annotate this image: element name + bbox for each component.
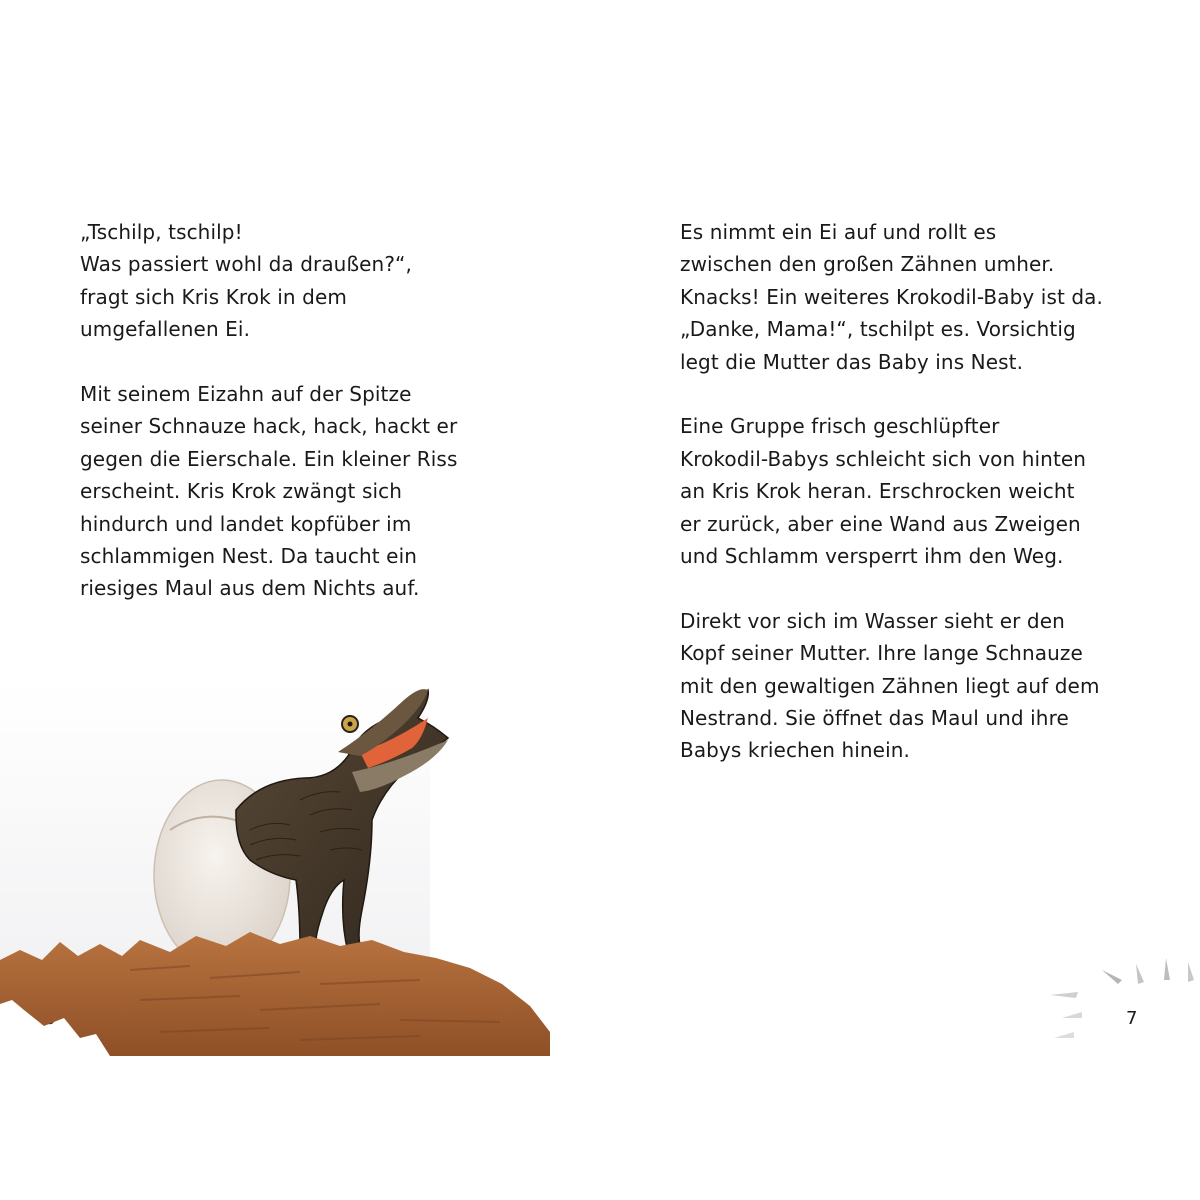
paragraph <box>680 216 1180 378</box>
text-line: Was passiert wohl da draußen?“, <box>80 252 412 277</box>
text-line: seiner Schnauze hack, hack, hackt er <box>80 414 458 439</box>
text-line: „Tschilp, tschilp! <box>80 220 243 244</box>
text-line: fragt sich Kris Krok in dem <box>80 284 347 309</box>
text-line: Eine Gruppe frisch geschlüpfter <box>680 414 1000 439</box>
paragraph <box>680 410 1180 572</box>
text-line: und Schlamm versperrt ihm den Weg. <box>680 544 1064 569</box>
text-line: Knacks! Ein weiteres Krokodil-Baby ist da. <box>680 284 1103 309</box>
text-line: schlammigen Nest. Da taucht ein <box>80 544 417 569</box>
text-line: Babys kriechen hinein. <box>680 738 910 763</box>
text-line: zwischen den großen Zähnen umher. <box>680 252 1055 277</box>
text-line: Kopf seiner Mutter. Ihre lange Schnauze <box>680 641 1083 666</box>
right-page-text <box>680 216 1180 799</box>
text-line: an Kris Krok heran. Erschrocken weicht <box>680 479 1075 504</box>
paragraph <box>680 605 1180 767</box>
page-number: 7 <box>1126 1008 1138 1029</box>
text-line: Krokodil-Babys schleicht sich von hinten <box>680 446 1087 471</box>
text-line: „Danke, Mama!“, tschilpt es. Vorsichtig <box>680 317 1076 342</box>
text-line: Mit seinem Eizahn auf der Spitze <box>80 382 412 407</box>
paragraph <box>80 216 550 346</box>
text-line: erscheint. Kris Krok zwängt sich <box>80 479 402 504</box>
text-line: er zurück, aber eine Wand aus Zweigen <box>680 511 1081 536</box>
decorative-spikes <box>1040 950 1200 1050</box>
left-page-text <box>80 216 550 637</box>
text-line: riesiges Maul aus dem Nichts auf. <box>80 576 420 601</box>
text-line: Es nimmt ein Ei auf und rollt es <box>680 220 997 244</box>
right-page <box>600 0 1200 1200</box>
text-line: hindurch und landet kopfüber im <box>80 511 412 536</box>
baby-crocodile-hatching-illustration <box>0 660 560 1060</box>
paragraph <box>80 378 550 605</box>
text-line: Nestrand. Sie öffnet das Maul und ihre <box>680 706 1069 731</box>
text-line: gegen die Eierschale. Ein kleiner Riss <box>80 446 458 471</box>
text-line: Direkt vor sich im Wasser sieht er den <box>680 608 1065 633</box>
text-line: mit den gewaltigen Zähnen liegt auf dem <box>680 673 1100 698</box>
text-line: legt die Mutter das Baby ins Nest. <box>680 349 1024 374</box>
text-line: umgefallenen Ei. <box>80 317 251 342</box>
